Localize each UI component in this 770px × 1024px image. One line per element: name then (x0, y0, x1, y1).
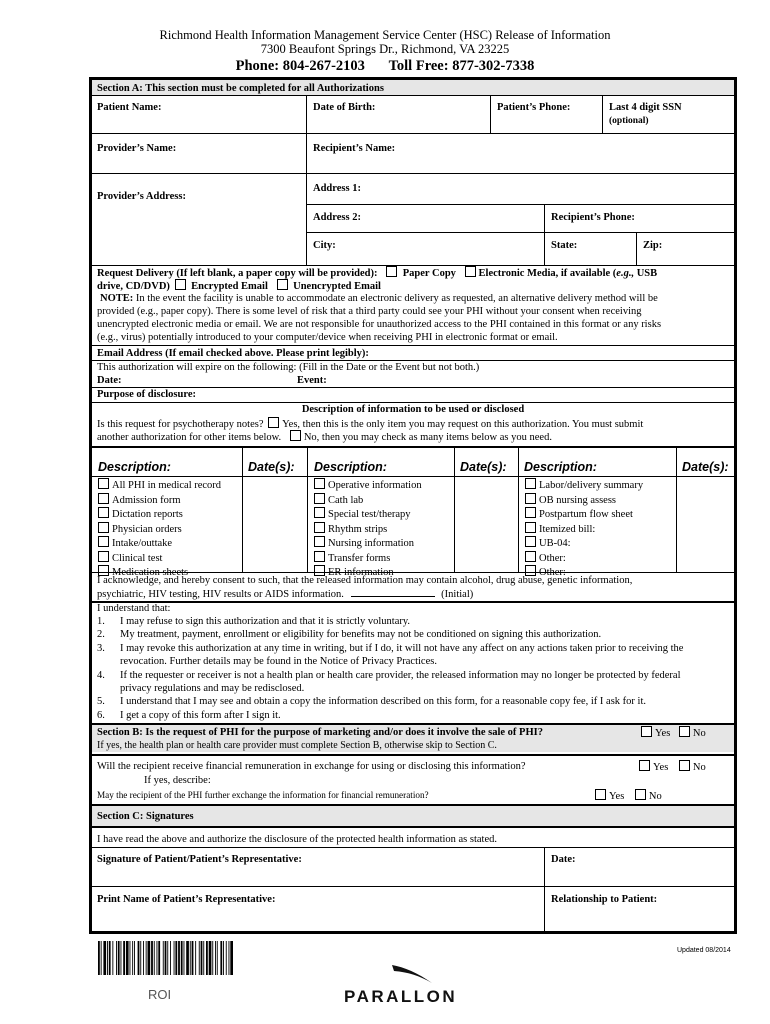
address1-label: Address 1: (313, 183, 361, 194)
record-type-checkbox[interactable] (98, 522, 109, 533)
dates-header-3: Date(s): (682, 460, 729, 474)
understand-number: 5. (97, 696, 105, 708)
record-type-label: Nursing information (328, 538, 415, 549)
understand-number: 4. (97, 669, 105, 681)
marketing-yes-checkbox[interactable] (641, 726, 652, 737)
barcode-bar (154, 941, 155, 975)
barcode-bar (209, 941, 212, 975)
record-type-label: Operative information (328, 480, 422, 491)
barcode-bar (107, 941, 108, 975)
record-type-label: Special test/therapy (328, 509, 411, 520)
exchange-yes-label: Yes (609, 791, 625, 802)
psych-line2: another authorization for other items below. (97, 432, 282, 443)
relationship-label: Relationship to Patient: (551, 894, 658, 905)
section-a-title: Section A: This section must be completed for all Authorizations (97, 83, 384, 94)
barcode-bar (140, 941, 141, 975)
understand-item (97, 709, 683, 722)
record-type-checkbox[interactable] (314, 507, 325, 518)
record-type-item (98, 507, 221, 522)
record-type-checkbox[interactable] (525, 551, 536, 562)
barcode-bar (223, 941, 224, 975)
usb-text: USB (634, 268, 658, 279)
eg-text: e.g., (616, 268, 635, 279)
record-type-label: All PHI in medical record (112, 480, 222, 491)
barcode-bar (151, 941, 153, 975)
expire-date-label: Date: (97, 375, 122, 386)
city-label: City: (313, 240, 336, 251)
exchange-yes-checkbox[interactable] (595, 789, 606, 800)
further-exchange-yn (595, 789, 662, 803)
understand-text: I may revoke this authorization at any time in writing, but if I do, it will not have any affect on any actions taken prior to receiving the (120, 642, 684, 654)
record-type-checkbox[interactable] (525, 522, 536, 533)
barcode (98, 941, 233, 975)
psych-no-checkbox[interactable] (290, 430, 301, 441)
state-label: State: (551, 240, 578, 251)
expire-event-label: Event: (297, 375, 327, 386)
unencrypted-email-label: Unencrypted Email (293, 281, 381, 292)
email-address-label: Email Address (If email checked above. Please print legibly): (97, 348, 369, 359)
marketing-no-label: No (692, 728, 706, 739)
understand-number: 2. (97, 629, 105, 641)
updated-date: Updated 08/2014 (677, 947, 731, 954)
barcode-bar (126, 941, 129, 975)
release-form (89, 77, 737, 934)
remuneration-question: Will the recipient receive financial remuneration in exchange for using or disclosing this information? (97, 761, 526, 772)
record-type-label: Transfer forms (328, 552, 391, 564)
barcode-bar (103, 941, 106, 975)
description-list-1 (98, 478, 221, 580)
record-type-label: ER information (328, 567, 394, 578)
psych-yes-checkbox[interactable] (268, 417, 279, 428)
psych-row2 (97, 430, 552, 444)
exchange-no-checkbox[interactable] (635, 789, 646, 800)
barcode-bar (175, 941, 177, 975)
description-title: Description of information to be used or disclosed (301, 404, 525, 415)
barcode-bar (186, 941, 189, 975)
paper-copy-label: Paper Copy (402, 268, 456, 279)
barcode-bar (163, 941, 164, 975)
understand-number: 1. (97, 616, 105, 627)
note-line1 (100, 292, 658, 305)
record-type-item (525, 536, 643, 551)
dates-header-1: Date(s): (248, 460, 295, 474)
barcode-bar (215, 941, 216, 975)
barcode-bar (112, 941, 113, 975)
record-type-checkbox[interactable] (525, 507, 536, 518)
understand-text: I may refuse to sign this authorization and that it is strictly voluntary. (120, 616, 411, 627)
description-header-2: Description: (314, 460, 387, 474)
marketing-no-checkbox[interactable] (679, 726, 690, 737)
record-type-item (525, 478, 643, 493)
barcode-bar (134, 941, 135, 975)
print-name-label: Print Name of Patient’s Representative: (97, 894, 276, 905)
remuneration-yes-checkbox[interactable] (639, 760, 650, 771)
barcode-bar (199, 941, 200, 975)
exchange-no-label: No (648, 791, 662, 802)
electronic-media-label: Electronic Media, if available ( (478, 268, 617, 279)
phone-number: Phone: 804-267-2103 (235, 58, 365, 74)
barcode-bar (201, 941, 203, 975)
note-line3: unencrypted electronic media or email. We are not responsible for unauthorized access to the PHI contained in this format or any risks (97, 319, 662, 330)
recipient-name-label: Recipient’s Name: (313, 143, 396, 154)
barcode-bar (146, 941, 147, 975)
remuneration-no-label: No (692, 762, 706, 773)
understand-item (97, 695, 683, 708)
zip-label: Zip: (643, 240, 663, 251)
recipient-phone-label: Recipient’s Phone: (551, 212, 635, 223)
parallon-logo: PARALLON (344, 987, 458, 1006)
toll-free-number: Toll Free: 877-302-7338 (388, 58, 535, 74)
record-type-label: Itemized bill: (539, 523, 596, 535)
record-type-checkbox[interactable] (98, 536, 109, 547)
description-list-3 (525, 478, 643, 580)
roi-label: ROI (148, 987, 172, 1002)
barcode-bar (165, 941, 167, 975)
patient-phone-label: Patient’s Phone: (497, 102, 571, 113)
request-delivery-label: Request Delivery (If left blank, a paper copy will be provided): (97, 268, 378, 279)
signature-date-label: Date: (551, 854, 576, 865)
understand-number: 3. (97, 642, 105, 654)
dob-label: Date of Birth: (313, 102, 376, 113)
record-type-label: OB nursing assess (539, 494, 617, 506)
record-type-item (314, 507, 422, 522)
request-delivery-row2 (97, 279, 381, 293)
record-type-label: Clinical test (112, 552, 163, 564)
record-type-label: Rhythm strips (328, 523, 388, 535)
record-type-item (314, 493, 422, 508)
record-type-checkbox[interactable] (525, 493, 536, 504)
record-type-checkbox[interactable] (98, 551, 109, 562)
record-type-item (525, 522, 643, 537)
record-type-checkbox[interactable] (525, 478, 536, 489)
section-c-title: Section C: Signatures (97, 811, 194, 822)
description-list-2 (314, 478, 422, 580)
remuneration-no-checkbox[interactable] (679, 760, 690, 771)
understand-text: My treatment, payment, enrollment or eligibility for benefits may not be conditioned on signing this authorization. (120, 629, 602, 641)
record-type-label: Other: (539, 567, 566, 578)
record-type-item (525, 493, 643, 508)
understand-text: I understand that I may see and obtain a copy the information described on this form, for a reasonable copy fee, if I ask for it. (120, 696, 646, 708)
barcode-bar (212, 941, 213, 975)
remuneration-yes-label: Yes (653, 762, 669, 773)
record-type-item (98, 522, 221, 537)
ssn-optional-label: (optional) (609, 116, 649, 126)
record-type-item (314, 478, 422, 493)
read-authorize-text: I have read the above and authorize the disclosure of the protected health information as stated. (97, 834, 498, 845)
record-type-label: Dictation reports (112, 509, 183, 520)
provider-name-label: Provider’s Name: (97, 143, 177, 154)
barcode-bar (158, 941, 160, 975)
record-type-item (98, 493, 221, 508)
initial-label: (Initial) (441, 589, 474, 600)
understand-number: 6. (97, 709, 105, 721)
patient-name-label: Patient Name: (97, 102, 162, 113)
record-type-item (98, 536, 221, 551)
initial-field[interactable] (351, 587, 435, 597)
barcode-bar (220, 941, 222, 975)
record-type-item (525, 551, 643, 566)
understand-item (97, 642, 683, 655)
record-type-label: Other: (539, 552, 566, 564)
remuneration-yn (639, 760, 706, 774)
barcode-bar (109, 941, 111, 975)
barcode-bar (157, 941, 158, 975)
record-type-checkbox[interactable] (314, 551, 325, 562)
barcode-bar (181, 941, 183, 975)
header-line1: Richmond Health Information Management Service Center (HSC) Release of Information (159, 28, 611, 42)
barcode-bar (184, 941, 185, 975)
psych-question: Is this request for psychotherapy notes? (97, 419, 264, 430)
electronic-media-checkbox[interactable] (465, 266, 476, 277)
barcode-bar (170, 941, 171, 975)
understand-item (97, 682, 683, 695)
note-label: NOTE: (100, 293, 134, 304)
encrypted-email-label: Encrypted Email (191, 281, 268, 292)
dates-header-2: Date(s): (460, 460, 507, 474)
understand-intro: I understand that: (97, 603, 171, 614)
record-type-item (98, 478, 221, 493)
record-type-label: Physician orders (112, 523, 182, 535)
record-type-label: Postpartum flow sheet (539, 509, 633, 520)
psych-yes-label: Yes, then this is the only item you may request on this authorization. You must submit (282, 419, 644, 430)
barcode-bar (132, 941, 133, 975)
description-header-1: Description: (98, 460, 171, 474)
barcode-bar (167, 941, 168, 975)
barcode-bar (206, 941, 208, 975)
signature-label: Signature of Patient/Patient’s Representative: (97, 854, 302, 865)
barcode-bar (118, 941, 120, 975)
note-text1: In the event the facility is unable to accommodate an electronic delivery as requested, an alternative delivery method will be (133, 293, 658, 304)
record-type-label: Admission form (112, 494, 181, 506)
note-line4: (e.g., virus) potentially introduced to your computer/device when receiving PHI in electronic format or email. (97, 332, 558, 343)
record-type-item (525, 507, 643, 522)
description-header-3: Description: (524, 460, 597, 474)
understand-item (97, 655, 683, 668)
header-address: 7300 Beaufont Springs Dr., Richmond, VA 23225 (260, 42, 510, 56)
request-delivery-row1 (97, 266, 657, 280)
header-phones (0, 58, 770, 75)
record-type-checkbox[interactable] (98, 507, 109, 518)
record-type-checkbox[interactable] (98, 478, 109, 489)
psych-row1 (97, 417, 643, 431)
barcode-bar (226, 941, 227, 975)
barcode-bar (178, 941, 180, 975)
further-exchange-question: May the recipient of the PHI further exchange the information for financial remuneration? (97, 790, 429, 800)
expire-text: This authorization will expire on the following: (Fill in the Date or the Event but not both.) (97, 362, 480, 373)
understand-text: privacy regulations and may be redisclosed. (120, 682, 305, 694)
understand-text: If the requester or receiver is not a health plan or health care provider, the released information may no longer be protected by federal (120, 669, 681, 681)
acknowledge-line1: I acknowledge, and hereby consent to such, that the released information may contain alcohol, drug abuse, genetic information, (97, 575, 633, 586)
understand-text: I get a copy of this form after I sign it. (120, 709, 281, 721)
understand-item (97, 628, 683, 641)
psych-no-label: No, then you may check as many items below as you need. (303, 432, 552, 443)
drive-label: drive, CD/DVD) (97, 281, 170, 292)
barcode-bar (138, 941, 140, 975)
understand-text: revocation. Further details may be found in the Notice of Privacy Practices. (120, 656, 437, 668)
record-type-checkbox[interactable] (314, 522, 325, 533)
acknowledge-line2 (97, 587, 473, 601)
section-b-sub: If yes, the health plan or health care provider must complete Section B, otherwise skip to Section C. (97, 740, 497, 751)
barcode-bar (217, 941, 218, 975)
record-type-checkbox[interactable] (314, 536, 325, 547)
understand-item (97, 615, 683, 628)
barcode-bar (230, 941, 233, 975)
barcode-bar (98, 941, 100, 975)
provider-address-label: Provider’s Address: (97, 191, 186, 202)
record-type-checkbox[interactable] (314, 478, 325, 489)
understand-list (97, 615, 683, 722)
barcode-bar (116, 941, 117, 975)
barcode-bar (130, 941, 131, 975)
section-b-yn (641, 726, 706, 740)
barcode-bar (143, 941, 144, 975)
purpose-label: Purpose of disclosure: (97, 389, 196, 400)
record-type-label: Intake/outtake (112, 538, 173, 549)
barcode-bar (195, 941, 196, 975)
encrypted-email-checkbox[interactable] (175, 279, 186, 290)
record-type-checkbox[interactable] (314, 493, 325, 504)
describe-label: If yes, describe: (144, 775, 211, 786)
ssn-label: Last 4 digit SSN (609, 102, 682, 113)
record-type-item (314, 536, 422, 551)
barcode-bar (190, 941, 191, 975)
barcode-bar (121, 941, 122, 975)
address2-label: Address 2: (313, 212, 361, 223)
understand-item (97, 669, 683, 682)
record-type-item (314, 522, 422, 537)
barcode-bar (229, 941, 230, 975)
record-type-item (98, 551, 221, 566)
barcode-bar (174, 941, 175, 975)
record-type-checkbox[interactable] (525, 536, 536, 547)
paper-copy-checkbox[interactable] (386, 266, 397, 277)
barcode-bar (192, 941, 194, 975)
barcode-bar (148, 941, 151, 975)
record-type-label: Cath lab (328, 494, 364, 506)
acknowledge-text2: psychiatric, HIV testing, HIV results or AIDS information. (97, 589, 344, 600)
note-line2: provided (e.g., paper copy). There is some level of risk that a third party could see your PHI without your consent when receiving (97, 306, 642, 317)
unencrypted-email-checkbox[interactable] (277, 279, 288, 290)
marketing-yes-label: Yes (655, 728, 671, 739)
record-type-label: Labor/delivery summary (539, 480, 644, 491)
parallon-swoosh-icon (390, 963, 434, 985)
record-type-checkbox[interactable] (98, 493, 109, 504)
barcode-bar (123, 941, 125, 975)
barcode-bar (203, 941, 204, 975)
barcode-bar (101, 941, 102, 975)
record-type-label: Medication sheets (112, 567, 189, 578)
section-b-title: Section B: Is the request of PHI for the purpose of marketing and/or does it involve the sale of PHI? (97, 727, 543, 738)
record-type-label: UB-04: (539, 538, 571, 549)
record-type-item (314, 551, 422, 566)
